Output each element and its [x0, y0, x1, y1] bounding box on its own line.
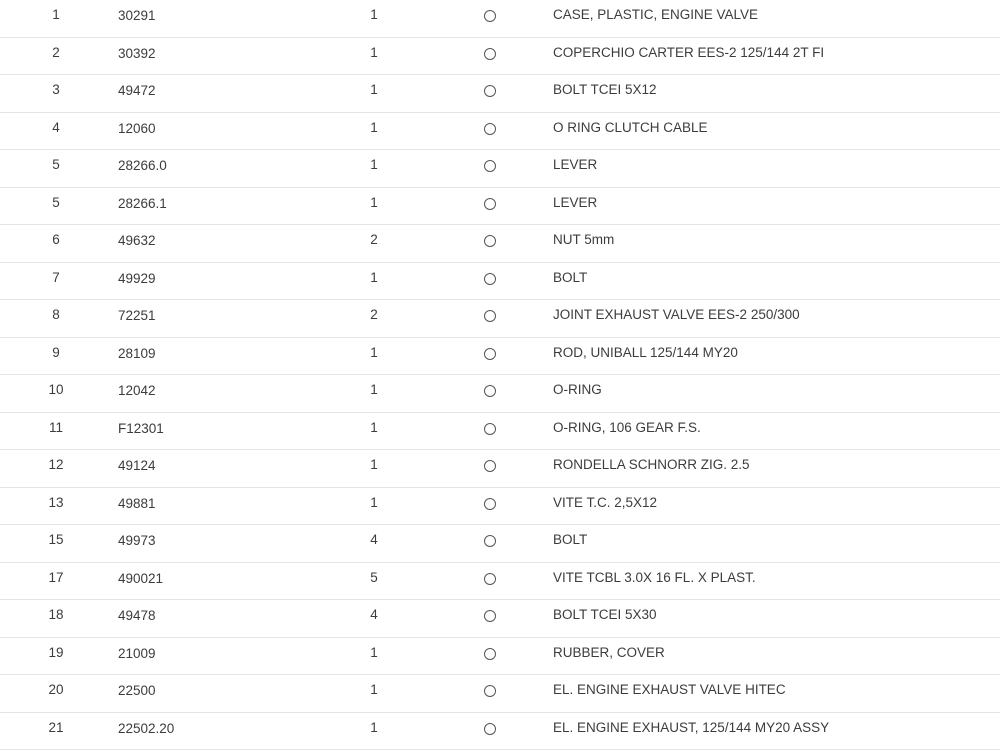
quantity: 1: [370, 44, 378, 60]
position-number: 10: [48, 382, 64, 397]
radio-circle-icon[interactable]: [484, 48, 496, 60]
position-number: 9: [52, 344, 60, 360]
radio-circle-icon[interactable]: [484, 348, 496, 360]
position-number: 20: [48, 682, 64, 697]
part-description: VITE TCBL 3.0X 16 FL. X PLAST.: [553, 569, 756, 585]
table-row: [0, 713, 1000, 751]
table-row: [0, 188, 1000, 226]
position-number: 6: [52, 232, 60, 247]
quantity: 2: [370, 307, 378, 322]
select-radio[interactable]: [484, 460, 497, 473]
radio-circle-icon[interactable]: [484, 535, 496, 547]
radio-circle-icon[interactable]: [484, 123, 496, 135]
select-radio[interactable]: [484, 10, 497, 23]
quantity: 1: [370, 419, 378, 435]
radio-circle-icon[interactable]: [484, 723, 496, 735]
table-row: [0, 0, 1000, 38]
table-row: [0, 375, 1000, 413]
part-description: BOLT TCEI 5X12: [553, 82, 657, 97]
position-number: 3: [52, 82, 60, 97]
part-description: RUBBER, COVER: [553, 644, 665, 660]
select-radio[interactable]: [484, 123, 497, 136]
part-code: F12301: [118, 420, 164, 436]
table-row: [0, 150, 1000, 188]
quantity: 5: [370, 569, 378, 585]
select-radio[interactable]: [484, 385, 497, 398]
table-row: [0, 300, 1000, 338]
radio-circle-icon[interactable]: [484, 573, 496, 585]
quantity: 1: [370, 457, 378, 472]
part-code: 49632: [118, 233, 156, 248]
select-radio[interactable]: [484, 648, 497, 661]
position-number: 11: [48, 419, 63, 435]
radio-circle-icon[interactable]: [484, 273, 496, 285]
position-number: 5: [52, 157, 60, 172]
select-radio[interactable]: [484, 85, 497, 98]
position-number: 1: [52, 7, 60, 22]
table-row: [0, 263, 1000, 301]
part-description: BOLT TCEI 5X30: [553, 607, 657, 622]
select-radio[interactable]: [484, 310, 497, 323]
position-number: 15: [48, 532, 64, 547]
radio-circle-icon[interactable]: [484, 160, 496, 172]
select-radio[interactable]: [484, 498, 497, 511]
position-number: 8: [52, 307, 60, 322]
part-code: 490021: [118, 570, 164, 586]
part-description: O-RING, 106 GEAR F.S.: [553, 419, 701, 435]
quantity: 1: [370, 119, 378, 135]
select-radio[interactable]: [484, 48, 497, 61]
table-row: [0, 225, 1000, 263]
part-description: LEVER: [553, 157, 598, 172]
quantity: 1: [370, 644, 378, 660]
part-code: 30392: [118, 45, 156, 61]
quantity: 1: [370, 269, 378, 285]
quantity: 4: [370, 532, 378, 547]
select-radio[interactable]: [484, 160, 497, 173]
select-radio[interactable]: [484, 273, 497, 286]
table-row: [0, 638, 1000, 676]
part-description: BOLT: [553, 532, 588, 547]
part-description: COPERCHIO CARTER EES-2 125/144 2T FI: [553, 44, 825, 60]
quantity: 4: [370, 607, 378, 622]
position-number: 19: [48, 644, 64, 660]
quantity: 1: [370, 382, 378, 397]
part-description: O-RING: [553, 382, 602, 397]
radio-circle-icon[interactable]: [484, 85, 496, 97]
table-row: [0, 600, 1000, 638]
part-description: VITE T.C. 2,5X12: [553, 494, 658, 510]
part-description: CASE, PLASTIC, ENGINE VALVE: [553, 7, 759, 22]
position-number: 21: [48, 719, 64, 735]
table-row: [0, 525, 1000, 563]
radio-circle-icon[interactable]: [484, 460, 496, 472]
part-code: 49478: [118, 608, 156, 623]
table-row: [0, 75, 1000, 113]
select-radio[interactable]: [484, 423, 497, 436]
position-number: 2: [52, 44, 60, 60]
part-code: 22500: [118, 683, 156, 698]
part-description: EL. ENGINE EXHAUST VALVE HITEC: [553, 682, 786, 697]
position-number: 17: [48, 569, 64, 585]
position-number: 13: [48, 494, 64, 510]
table-row: [0, 38, 1000, 76]
quantity: 1: [370, 494, 378, 510]
radio-circle-icon[interactable]: [484, 610, 496, 622]
part-description: NUT 5mm: [553, 232, 615, 247]
select-radio[interactable]: [484, 235, 497, 248]
radio-circle-icon[interactable]: [484, 385, 496, 397]
part-description: ROD, UNIBALL 125/144 MY20: [553, 344, 738, 360]
part-description: O RING CLUTCH CABLE: [553, 119, 708, 135]
select-radio[interactable]: [484, 610, 497, 623]
radio-circle-icon[interactable]: [484, 498, 496, 510]
table-row: [0, 450, 1000, 488]
part-code: 49472: [118, 83, 156, 98]
table-row: [0, 675, 1000, 713]
part-description: EL. ENGINE EXHAUST, 125/144 MY20 ASSY: [553, 719, 830, 735]
quantity: 1: [370, 344, 378, 360]
part-description: RONDELLA SCHNORR ZIG. 2.5: [553, 457, 750, 472]
table-row: [0, 563, 1000, 601]
part-code: 22502.20: [118, 720, 175, 736]
position-number: 5: [52, 194, 60, 210]
part-code: 72251: [118, 308, 156, 323]
select-radio[interactable]: [484, 348, 497, 361]
part-code: 49881: [118, 495, 156, 511]
select-radio[interactable]: [484, 685, 497, 698]
part-code: 21009: [118, 645, 156, 661]
part-code: 49929: [118, 270, 156, 286]
part-description: JOINT EXHAUST VALVE EES-2 250/300: [553, 307, 800, 322]
radio-circle-icon[interactable]: [484, 685, 496, 697]
radio-circle-icon[interactable]: [484, 310, 496, 322]
radio-circle-icon[interactable]: [484, 198, 496, 210]
table-row: [0, 113, 1000, 151]
part-description: LEVER: [553, 194, 598, 210]
part-description: BOLT: [553, 269, 588, 285]
position-number: 7: [52, 269, 60, 285]
position-number: 12: [48, 457, 64, 472]
part-code: 30291: [118, 8, 156, 23]
part-code: 49124: [118, 458, 156, 473]
radio-circle-icon[interactable]: [484, 648, 496, 660]
quantity: 2: [370, 232, 378, 247]
quantity: 1: [370, 7, 378, 22]
radio-circle-icon[interactable]: [484, 235, 496, 247]
table-row: [0, 338, 1000, 376]
part-code: 12042: [118, 383, 156, 398]
quantity: 1: [370, 82, 378, 97]
quantity: 1: [370, 719, 378, 735]
select-radio[interactable]: [484, 198, 497, 211]
select-radio[interactable]: [484, 573, 497, 586]
part-code: 28266.1: [118, 195, 167, 211]
select-radio[interactable]: [484, 723, 497, 736]
position-number: 18: [48, 607, 64, 622]
table-row: [0, 488, 1000, 526]
select-radio[interactable]: [484, 535, 497, 548]
quantity: 1: [370, 157, 378, 172]
part-code: 49973: [118, 533, 156, 548]
radio-circle-icon[interactable]: [484, 10, 496, 22]
part-code: 28109: [118, 345, 156, 361]
radio-circle-icon[interactable]: [484, 423, 496, 435]
position-number: 4: [52, 119, 60, 135]
part-code: 12060: [118, 120, 156, 136]
table-row: [0, 413, 1000, 451]
quantity: 1: [370, 194, 378, 210]
part-code: 28266.0: [118, 158, 167, 173]
quantity: 1: [370, 682, 378, 697]
